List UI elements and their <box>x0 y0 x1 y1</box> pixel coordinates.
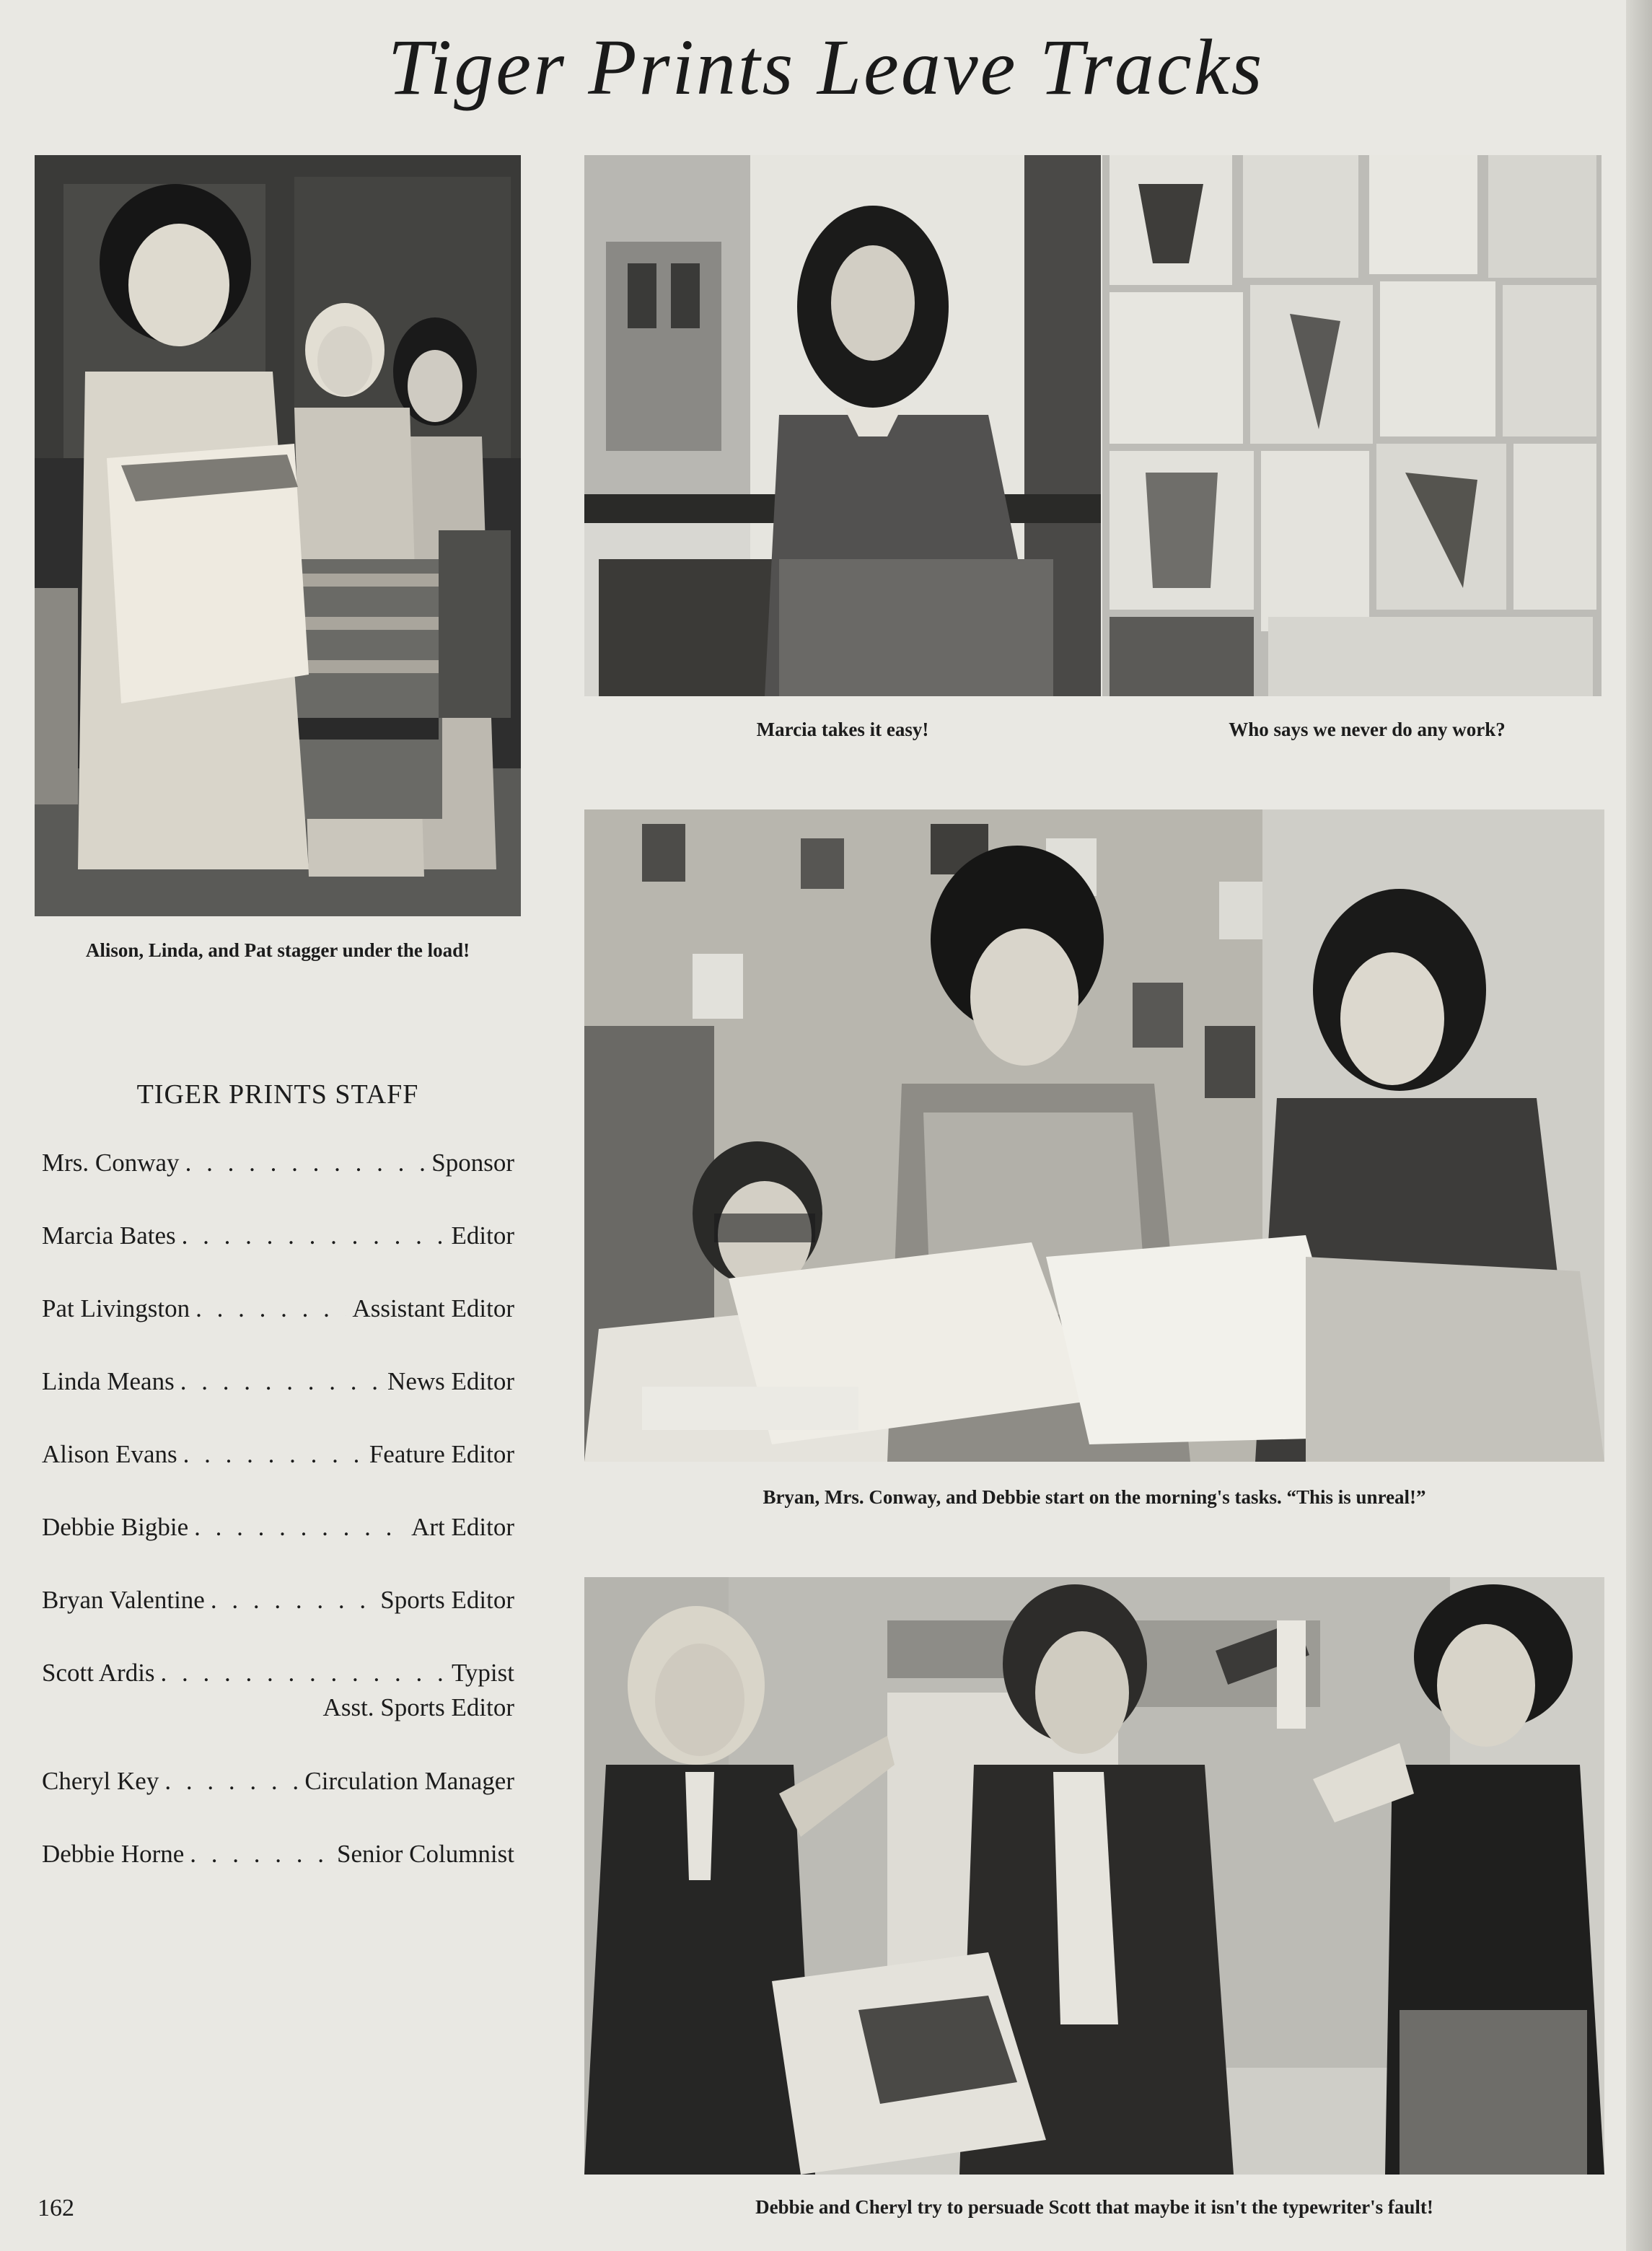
photo-typewriter <box>584 1577 1604 2175</box>
staff-name: Pat Livingston <box>42 1294 190 1322</box>
leader-dots <box>180 1367 382 1396</box>
staff-name: Bryan Valentine <box>42 1586 205 1614</box>
leader-dots <box>185 1149 426 1177</box>
photo-newsroom-tasks <box>584 809 1604 1462</box>
caption-girls-carrying-books: Alison, Linda, and Pat stagger under the load! <box>85 939 470 961</box>
photo-marcia <box>584 155 1101 696</box>
staff-row <box>42 1221 514 1294</box>
staff-role: Sports Editor <box>380 1586 514 1614</box>
leader-dots <box>182 1221 446 1250</box>
staff-role: Art Editor <box>411 1513 514 1541</box>
staff-row <box>42 1840 514 1913</box>
staff-name: Debbie Horne <box>42 1840 185 1868</box>
staff-row <box>42 1767 514 1840</box>
leader-dots <box>211 1586 374 1615</box>
staff-row <box>42 1367 514 1440</box>
staff-row <box>42 1586 514 1659</box>
page-title: Tiger Prints Leave Tracks <box>387 23 1265 111</box>
page-edge <box>1626 0 1652 2251</box>
leader-dots <box>194 1513 405 1542</box>
caption-marcia: Marcia takes it easy! <box>756 719 929 740</box>
caption-typewriter: Debbie and Cheryl try to persuade Scott that maybe it isn't the typewriter's fault! <box>755 2196 1433 2218</box>
staff-row <box>42 1149 514 1221</box>
leader-dots <box>164 1767 299 1796</box>
leader-dots <box>183 1440 364 1469</box>
staff-row <box>42 1440 514 1513</box>
staff-role: Senior Columnist <box>337 1840 514 1868</box>
staff-role: Assistant Editor <box>352 1294 514 1322</box>
staff-name: Cheryl Key <box>42 1767 159 1795</box>
staff-row <box>42 1294 514 1367</box>
staff-role: Typist <box>451 1659 514 1687</box>
staff-name: Debbie Bigbie <box>42 1513 189 1541</box>
staff-name: Alison Evans <box>42 1440 177 1468</box>
staff-role: Editor <box>451 1221 514 1250</box>
staff-name: Mrs. Conway <box>42 1149 180 1177</box>
page-number: 162 <box>38 2195 74 2221</box>
staff-role: Circulation Manager <box>304 1767 514 1795</box>
staff-role: Feature Editor <box>369 1440 514 1468</box>
leader-dots <box>161 1659 446 1688</box>
staff-name: Scott Ardis <box>42 1659 155 1687</box>
staff-role: News Editor <box>387 1367 514 1395</box>
staff-list <box>42 1149 514 1913</box>
staff-name: Marcia Bates <box>42 1221 176 1250</box>
staff-heading: TIGER PRINTS STAFF <box>136 1079 419 1110</box>
leader-dots <box>195 1294 346 1323</box>
staff-name: Linda Means <box>42 1367 175 1395</box>
photo-girls-carrying-books <box>35 155 521 916</box>
staff-role-secondary: Asst. Sports Editor <box>322 1693 514 1721</box>
leader-dots <box>190 1840 331 1869</box>
caption-newsroom-tasks: Bryan, Mrs. Conway, and Debbie start on the morning's tasks. “This is unreal!” <box>763 1486 1426 1508</box>
staff-row <box>42 1659 514 1767</box>
staff-role: Sponsor <box>431 1149 514 1177</box>
photo-bulletin-board <box>1102 155 1602 696</box>
caption-bulletin-board: Who says we never do any work? <box>1229 719 1506 740</box>
staff-row <box>42 1513 514 1586</box>
